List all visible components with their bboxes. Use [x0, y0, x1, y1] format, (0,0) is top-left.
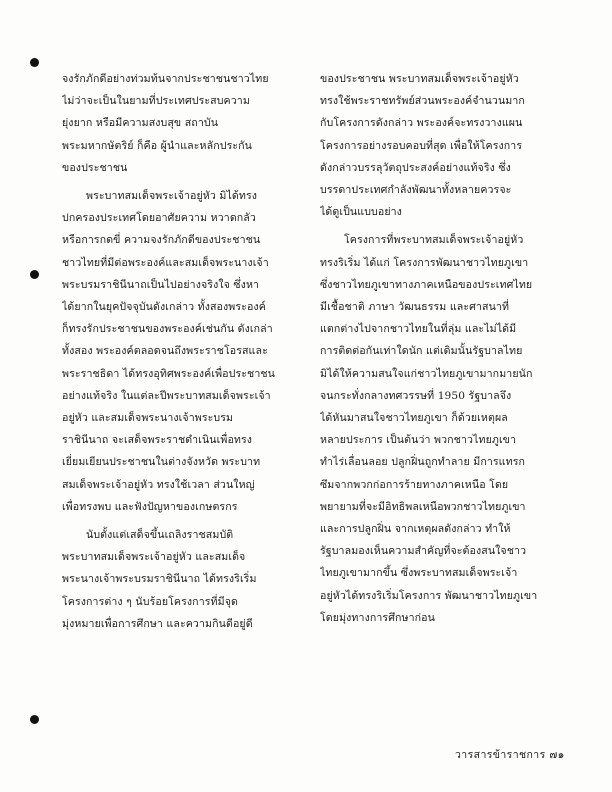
text-line: เพื่อทรงพบ และฟังปัญหาของเกษตรกร	[62, 500, 238, 513]
text-line: พยายามที่จะมีอิทธิพลเหนือพวกชาวไทยภูเขา	[320, 500, 526, 513]
text-line: รัฐบาลมองเห็นความสำคัญที่จะต้องสนใจชาว	[320, 545, 527, 558]
text-line: นับตั้งแต่เสด็จขึ้นเถลิงราชสมบัติ	[86, 529, 234, 542]
left-text-column	[62, 68, 288, 635]
text-line: มีเชื้อชาติ ภาษา วัฒนธรรม และศาสนาที่	[320, 301, 510, 314]
text-line: มิได้ให้ความสนใจแก่ชาวไทยภูเขามากมายนัก	[320, 367, 533, 380]
text-line: ได้ดูเป็นแบบอย่าง	[320, 206, 402, 219]
text-line: โครงการต่าง ๆ นับร้อยโครงการที่มีจุด	[62, 595, 238, 608]
text-line: โครงการที่พระบาทสมเด็จพระเจ้าอยู่หัว	[344, 234, 524, 247]
text-line: พระนางเจ้าพระบรมราชินีนาถ ได้ทรงริเริ่ม	[62, 573, 257, 586]
text-line: ของประชาชน	[62, 161, 128, 174]
text-line: ปกครองประเทศโดยอาศัยความ หวาดกลัว	[62, 212, 256, 225]
text-line: จนกระทั่งกลางทศวรรษที่ 1950 รัฐบาลจึง	[320, 389, 512, 402]
text-line: ราชินีนาถ จะเสด็จพระราชดำเนินเพื่อทรง	[62, 434, 253, 447]
text-line: ยุ่งยาก หรือมีความสงบสุข สถาบัน	[62, 117, 219, 130]
text-line: อยู่หัวได้ทรงริเริ่มโครงการ พัฒนาชาวไทยภูเขา	[320, 589, 538, 602]
text-line: พระบาทสมเด็จพระเจ้าอยู่หัว และสมเด็จ	[62, 551, 246, 564]
text-line: มุ่งหมายเพื่อการศึกษา และความกินดีอยู่ดี	[62, 617, 253, 630]
text-line: อย่างแท้จริง ในแต่ละปีพระบาทสมเด็จพระเจ้า	[62, 389, 271, 402]
text-line: สมเด็จพระเจ้าอยู่หัว ทรงใช้เวลา ส่วนใหญ่	[62, 478, 255, 491]
text-line: ไม่ว่าจะเป็นในยามที่ประเทศประสบความ	[62, 95, 250, 108]
right-text-column	[320, 68, 546, 629]
text-line: หลายประการ เป็นต้นว่า พวกชาวไทยภูเขา	[320, 434, 517, 447]
text-line: ทำไร่เลื่อนลอย ปลูกฝิ่นถูกทำลาย มีการแทรก	[320, 456, 526, 469]
page-footer: วารสารข้าราชการ ๗๑	[455, 749, 565, 761]
text-line: ไทยภูเขามากขึ้น ซึ่งพระบาทสมเด็จพระเจ้า	[320, 567, 518, 580]
text-line: อยู่หัว และสมเด็จพระนางเจ้าพระบรม	[62, 412, 234, 425]
binder-hole-bottom	[30, 715, 39, 724]
text-line: โครงการอย่างรอบคอบที่สุด เพื่อให้โครงการ	[320, 139, 523, 152]
text-line: ทรงริเริ่ม ได้แก่ โครงการพัฒนาชาวไทยภูเขา	[320, 256, 529, 269]
text-line: พระมหากษัตริย์ ก็คือ ผู้นำและหลักประกัน	[62, 139, 253, 152]
text-line: ได้หันมาสนใจชาวไทยภูเขา ก็ด้วยเหตุผล	[320, 412, 508, 425]
text-line: โดยมุ่งทางการศึกษาก่อน	[320, 611, 435, 624]
text-line: ก็ทรงรักประชาชนของพระองค์เช่นกัน ดังเกล่า	[62, 323, 273, 336]
text-line: ทรงใช้พระราชทรัพย์ส่วนพระองค์จำนวนมาก	[320, 95, 525, 108]
text-line: ดังกล่าวบรรลุวัตถุประสงค์อย่างแท้จริง ซึ่ง	[320, 161, 511, 174]
text-line: ทั้งสอง พระองค์ตลอดจนถึงพระราชโอรสและ	[62, 345, 268, 358]
text-line: ชาวไทยที่มีต่อพระองค์และสมเด็จพระนางเจ้า	[62, 256, 269, 269]
text-line: กับโครงการดังกล่าว พระองค์จะทรงวางแผน	[320, 117, 523, 130]
binder-hole-top	[30, 58, 39, 67]
text-line: ซึมจากพวกก่อการร้ายทางภาคเหนือ โดย	[320, 478, 509, 491]
text-line: ซึ่งชาวไทยภูเขาทางภาคเหนือของประเทศไทย	[320, 278, 533, 291]
text-line: บรรดาประเทศกำลังพัฒนาทั้งหลายควรจะ	[320, 184, 512, 197]
text-line: เยี่ยมเยียนประชาชนในต่างจังหวัด พระบาท	[62, 456, 261, 469]
text-line: และการปลูกฝิ่น จากเหตุผลดังกล่าว ทำให้	[320, 523, 511, 536]
text-line: แตกต่างไปจากชาวไทยในที่ลุ่ม และไม่ได้มี	[320, 323, 517, 336]
text-line: พระบาทสมเด็จพระเจ้าอยู่หัว มิได้ทรง	[86, 190, 258, 203]
text-line: ของประชาชน พระบาทสมเด็จพระเจ้าอยู่หัว	[320, 73, 519, 85]
text-line: การติดต่อกันเท่าใดนัก แต่เดิมนั้นรัฐบาลไทย	[320, 345, 523, 358]
text-line: พระบรมราชินีนาถเป็นไปอย่างจริงใจ ซึ่งหา	[62, 278, 260, 291]
text-line: หรือการกดขี่ ความจงรักภักดีของประชาชน	[62, 234, 261, 247]
text-line: พระราชธิดา ได้ทรงอุทิศพระองค์เพื่อประชาชน	[62, 367, 276, 380]
binder-hole-middle	[30, 270, 39, 279]
text-line: จงรักภักดีอย่างท่วมท้นจากประชาชนชาวไทย	[62, 73, 269, 85]
text-line: ได้ยากในยุคปัจจุบันดังเกล่าว ทั้งสองพระองค์	[62, 301, 266, 314]
